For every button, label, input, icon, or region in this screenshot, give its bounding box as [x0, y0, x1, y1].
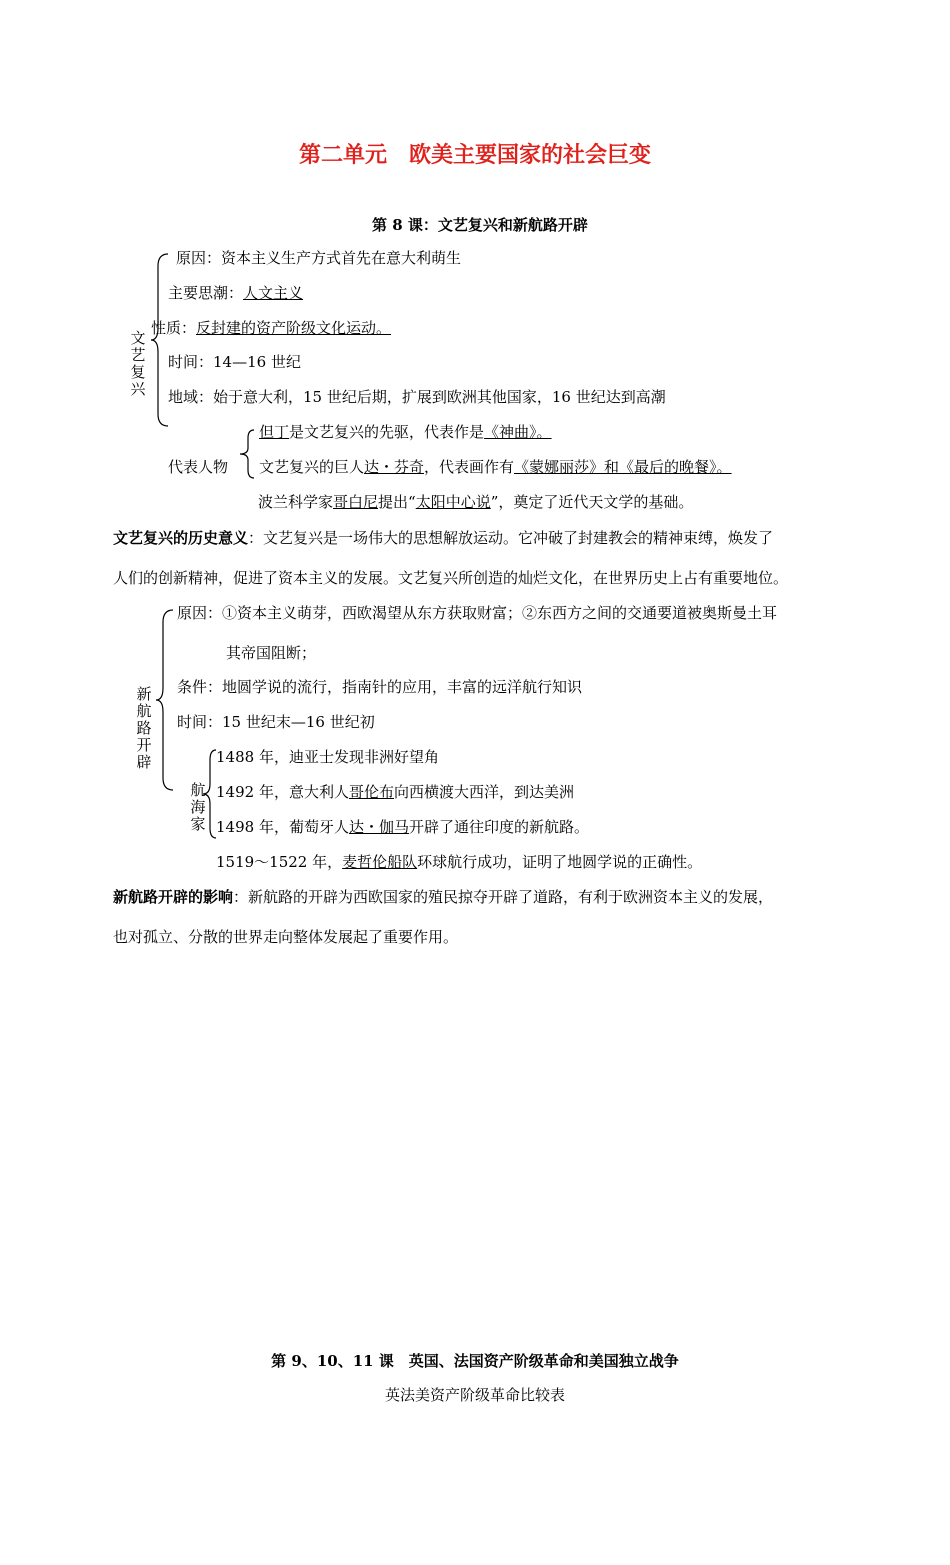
renaissance-thought: 主要思潮：人文主义: [168, 284, 304, 302]
new-route-label: 新 航 路 开 辟: [136, 685, 152, 771]
dante-line: 但丁是文艺复兴的先驱，代表作是《神曲》。: [259, 423, 552, 441]
new-route-brace: [155, 608, 175, 792]
navigator-columbus: 1492 年，意大利人哥伦布向西横渡大西洋，到达美洲: [216, 783, 574, 801]
renaissance-significance-line1: 文艺复兴的历史意义：文艺复兴是一场伟大的思想解放运动。它冲破了封建教会的精神束缚，焕发了: [113, 529, 774, 547]
route-impact-line2: 也对孤立、分散的世界走向整体发展起了重要作用。: [113, 928, 459, 946]
renaissance-label: 文 艺 复 兴: [130, 329, 146, 398]
unit-title: 第二单元 欧美主要国家的社会巨变: [298, 142, 651, 168]
renaissance-nature: 性质：反封建的资产阶级文化运动。: [151, 319, 392, 337]
lesson-8-title: 第 8 课：文艺复兴和新航路开辟: [372, 216, 588, 234]
route-impact-line1: 新航路开辟的影响：新航路的开辟为西欧国家的殖民掠夺开辟了道路，有利于欧洲资本主义的发展，: [113, 888, 774, 906]
new-route-cause-line2: 其帝国阻断；: [226, 644, 317, 662]
navigators-label: 航 海 家: [190, 781, 206, 833]
renaissance-cause: 原因：资本主义生产方式首先在意大利萌生: [176, 249, 462, 267]
figures-label: 代表人物: [168, 458, 229, 476]
comparison-table-caption: 英法美资产阶级革命比较表: [384, 1386, 565, 1404]
renaissance-brace: [150, 252, 170, 428]
new-route-time: 时间：15 世纪末—16 世纪初: [177, 713, 375, 731]
renaissance-time: 时间：14—16 世纪: [168, 353, 301, 371]
navigator-magellan: 1519～1522 年，麦哲伦船队环球航行成功，证明了地圆学说的正确性。: [216, 853, 703, 871]
figures-brace: [236, 428, 256, 480]
davinci-line: 文艺复兴的巨人达・芬奇，代表画作有《蒙娜丽莎》和《最后的晚餐》。: [259, 458, 732, 476]
renaissance-region: 地域：始于意大利，15 世纪后期，扩展到欧洲其他国家，16 世纪达到高潮: [168, 388, 666, 406]
copernicus-line: 波兰科学家哥白尼提出“太阳中心说”，奠定了近代天文学的基础。: [258, 493, 694, 511]
navigator-da-gama: 1498 年，葡萄牙人达・伽马开辟了通往印度的新航路。: [216, 818, 589, 836]
lesson-9-11-title: 第 9、10、11 课 英国、法国资产阶级革命和美国独立战争: [271, 1352, 679, 1370]
renaissance-significance-line2: 人们的创新精神，促进了资本主义的发展。文艺复兴所创造的灿烂文化，在世界历史上占有重要地位。: [113, 569, 789, 587]
new-route-conditions: 条件：地圆学说的流行，指南针的应用，丰富的远洋航行知识: [177, 678, 583, 696]
navigator-dias: 1488 年，迪亚士发现非洲好望角: [216, 748, 439, 766]
new-route-cause-line1: 原因：①资本主义萌芽，西欧渴望从东方获取财富；②东西方之间的交通要道被奥斯曼土耳: [177, 604, 778, 622]
